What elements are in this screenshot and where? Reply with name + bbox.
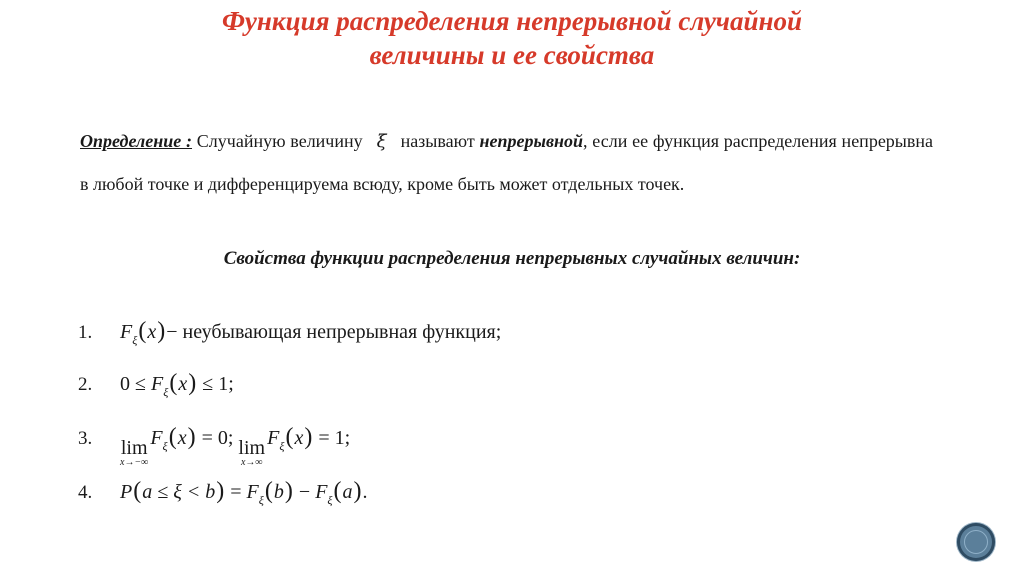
slide-title: [0, 4, 1024, 72]
property-number: 1.: [78, 322, 93, 343]
property-number: 2.: [78, 374, 93, 395]
property-formula: $0 \le F_\xi(x) \le 1$;: [120, 370, 234, 399]
title-line-1: Функция распределения непрерывной случайной: [221, 6, 802, 36]
definition-text-2: называют: [400, 131, 475, 151]
subscript: ξ: [327, 493, 333, 507]
definition-paragraph: [80, 120, 933, 205]
subscript: ξ: [132, 333, 138, 347]
property-2: [78, 370, 234, 397]
definition-text-1: Случайную величину: [196, 131, 363, 151]
limit-1: [120, 439, 148, 469]
probability-event: a ≤ ξ < b: [142, 481, 216, 503]
property-number: 3.: [78, 428, 93, 449]
argument: a: [342, 481, 353, 503]
lim-word: lim: [238, 437, 266, 459]
subscript: ξ: [258, 493, 264, 507]
limit-value-2: = 1;: [313, 427, 351, 449]
limit-2: [238, 439, 265, 469]
argument: b: [273, 481, 284, 503]
property-4: [78, 478, 368, 505]
property-text: − неубывающая непрерывная функция;: [166, 321, 502, 343]
function-symbol: F: [120, 321, 133, 343]
xi-symbol: ξ: [376, 131, 387, 152]
lower-bound: 0 ≤: [120, 373, 151, 395]
upper-bound: ≤ 1;: [197, 373, 234, 395]
argument: x: [178, 373, 188, 395]
function-symbol: F: [246, 481, 259, 503]
equals-sign: =: [225, 481, 247, 503]
minus-sign: −: [293, 481, 316, 503]
property-1: [78, 318, 501, 345]
function-symbol: F: [267, 427, 280, 449]
subscript: ξ: [163, 385, 169, 399]
slide-badge-icon: [957, 523, 995, 561]
property-number: 4.: [78, 482, 93, 503]
argument: x: [294, 427, 304, 449]
function-symbol: F: [150, 427, 163, 449]
property-formula: $F_\xi(x)-$ неубывающая непрерывная функция;: [120, 318, 502, 347]
property-formula: lim x→−∞ $F_\xi(x) = 0$; lim x→∞ $F_\xi(x) = 1$;: [120, 424, 351, 468]
period: .: [362, 481, 368, 503]
property-formula: $P(a \le \xi < b) = F_\xi(b) - F_\xi(a)$.: [120, 478, 368, 507]
properties-heading: Свойства функции распределения непрерывных случайных величин:: [223, 248, 801, 269]
function-symbol: F: [150, 373, 164, 395]
lim-subscript: x→∞: [240, 457, 263, 468]
property-3: [78, 424, 350, 469]
lim-word: lim: [120, 437, 148, 459]
probability-symbol: P: [120, 481, 133, 503]
definition-text-3: , если ее функция распределения непрерывна в любой точке и дифференцируема всюду, кроме быть может отдельных точек.: [80, 131, 934, 194]
subscript: ξ: [162, 439, 168, 453]
title-line-2: величины и ее свойства: [369, 40, 655, 70]
lim-subscript: x→−∞: [120, 457, 149, 468]
limit-value-1: = 0;: [196, 427, 239, 449]
argument: x: [147, 321, 157, 343]
function-symbol: F: [315, 481, 328, 503]
definition-label: Определение :: [80, 131, 193, 151]
definition-emphasis: непрерывной: [479, 131, 584, 151]
argument: x: [177, 427, 187, 449]
subscript: ξ: [279, 439, 285, 453]
